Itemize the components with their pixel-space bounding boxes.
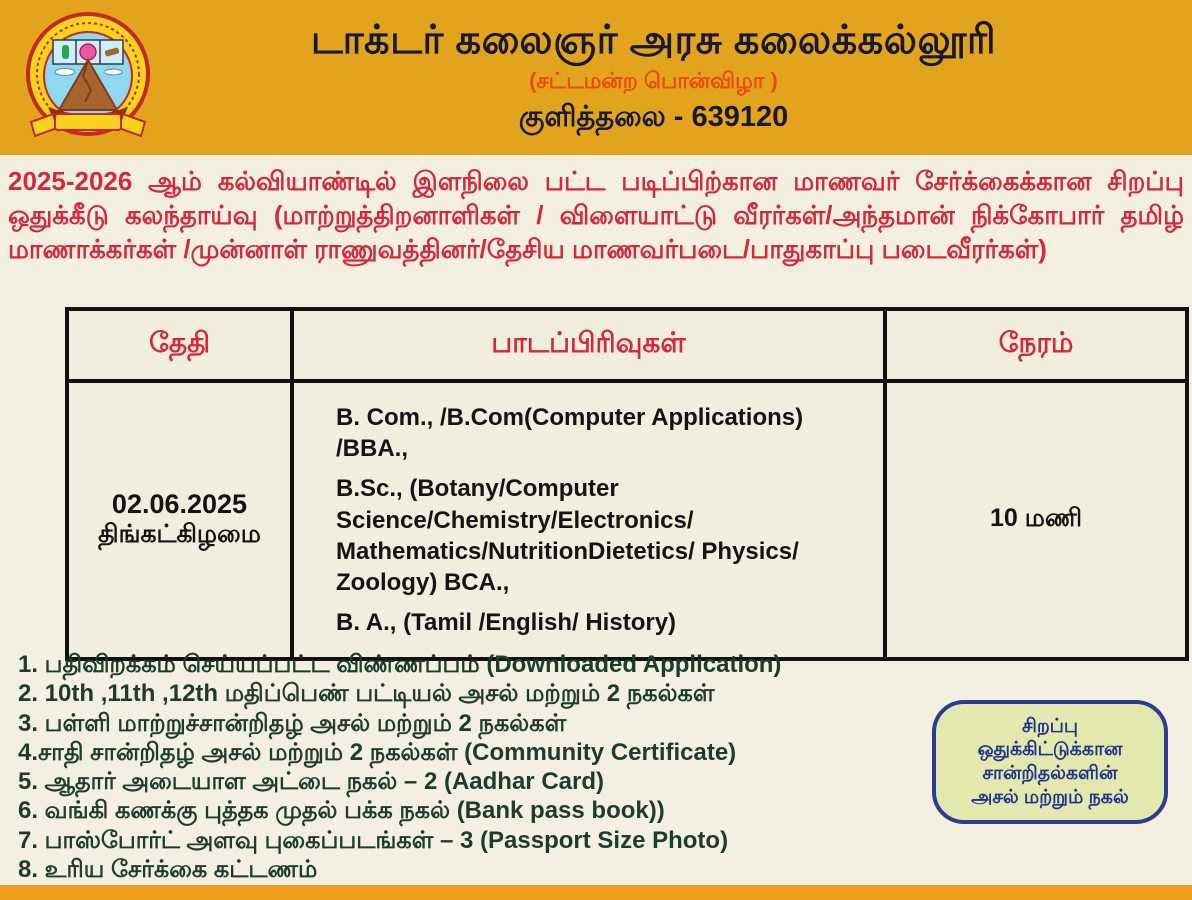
list-item: 6. வங்கி கணக்கு புத்தக முதல் பக்க நகல் (Bank pass book)) <box>18 797 665 825</box>
header-courses: பாடப்பிரிவுகள் <box>292 309 885 381</box>
bottom-accent-bar <box>0 885 1192 900</box>
header-band <box>0 0 1192 155</box>
time-cell: 10 மணி <box>885 381 1187 659</box>
college-subtitle: (சட்டமன்ற பொன்விழா ) <box>529 68 778 93</box>
course-group-bcom: B. Com., /B.Com(Computer Applications) /BBA., <box>336 404 804 463</box>
college-title: டாக்டர் கலைஞர் அரசு கலைக்கல்லூரி <box>310 18 997 62</box>
table-header-row <box>67 309 1187 381</box>
date-weekday: திங்கட்கிழமை <box>98 519 261 548</box>
college-location: குளித்தலை - 639120 <box>518 101 789 133</box>
courses-cell <box>292 381 885 659</box>
list-item: 7. பாஸ்போர்ட் அளவு புகைப்படங்கள் – 3 (Passport Size Photo) <box>18 826 729 854</box>
list-item: 5. ஆதார் அடையாள அட்டை நகல் – 2 (Aadhar Card) <box>18 768 604 796</box>
header-time: நேரம் <box>885 309 1187 381</box>
requirements-list <box>18 650 918 884</box>
date-cell <box>67 381 292 659</box>
list-item: 3. பள்ளி மாற்றுச்சான்றிதழ் அசல் மற்றும் 2 நகல்கள் <box>18 709 567 737</box>
list-item: 1. பதிவிறக்கம் செய்யப்பட்ட விண்ணப்பம் (Downloaded Application) <box>18 651 782 678</box>
note-line: ஒதுக்கிட்டுக்கான <box>977 739 1123 761</box>
college-emblem-icon <box>13 10 163 150</box>
course-group-bsc: B.Sc., (Botany/Computer Science/Chemistry/Electronics/ Mathematics/NutritionDietetics/ Physics/ Zoology) BCA., <box>336 475 799 596</box>
list-item: 8. உரிய சேர்க்கை கட்டணம் <box>18 855 318 883</box>
note-line: சான்றிதல்களின் <box>982 763 1118 784</box>
college-emblem-logo <box>0 6 175 150</box>
admission-notice-paragraph: 2025-2026 ஆம் கல்வியாண்டில் இளநிலை பட்ட படிப்பிற்கான மாணவர் சேர்க்கைக்கான சிறப்பு ஒதுக்கீடு கலந்தாய்வு (மாற்றுத்திறனாளிகள் / விளையாட்டு வீரர்கள்/அந்தமான் நிக்கோபார் தமிழ் மாணாக்கர்கள் /முன்னாள் ராணுவத்தினர்/தேசிய மாணவர்படை/பாதுகாப்பு படைவீரர்கள்) <box>8 166 1184 264</box>
special-reservation-note-box <box>932 700 1168 824</box>
course-group-ba: B. A., (Tamil /English/ History) <box>336 609 677 637</box>
list-item: 2. 10th ,11th ,12th மதிப்பெண் பட்டியல் அசல் மற்றும் 2 நகல்கள் <box>18 680 715 708</box>
header-text-block <box>175 18 1192 137</box>
note-line: அசல் மற்றும் நகல் <box>971 786 1129 808</box>
note-line: சிறப்பு <box>1021 715 1079 737</box>
table-row <box>67 381 1187 659</box>
schedule-table <box>65 307 1189 661</box>
list-item: 4.சாதி சான்றிதழ் அசல் மற்றும் 2 நகல்கள் (Community Certificate) <box>18 738 737 766</box>
header-date: தேதி <box>67 309 292 381</box>
date-value: 02.06.2025 <box>111 488 248 519</box>
